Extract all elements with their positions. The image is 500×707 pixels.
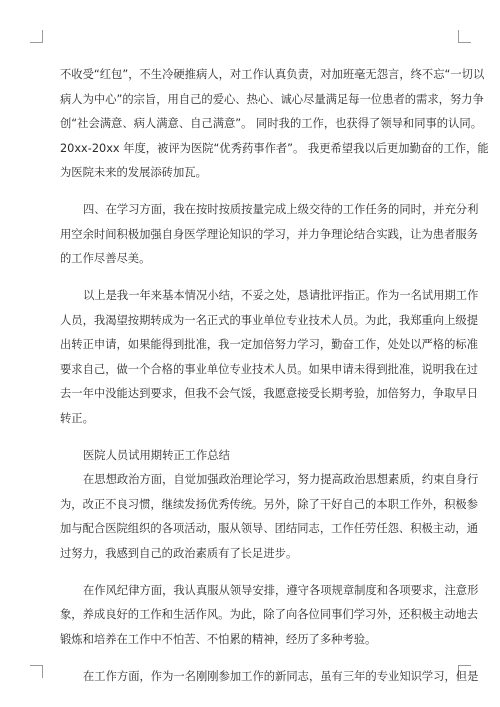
text-line: 要求自己，做一个合格的事业单位专业技术人员。如果申请未得到批准，说明我在过 [60, 362, 478, 376]
text-line: 人员，我渴望按期转成为一名正式的事业单位专业技术人员。为此，我郑重向上级提 [60, 313, 478, 327]
crop-mark-bottom-left [30, 665, 43, 678]
text-line: 加与配合医院组织的各项活动，服从领导、团结同志，工作任劳任怨、积极主动，通 [60, 522, 478, 535]
text-line: 锻炼和培养在工作中不怕苦、不怕累的精神，经历了多种考验。 [60, 632, 377, 646]
text-line: 象，养成良好的工作和生活作风。为此，除了向各位同事们学习外，还积极主动地去 [60, 608, 478, 621]
text-line: 在思想政治方面，自觉加强政治理论学习，努力提高政治思想素质，约束自身行 [83, 473, 479, 486]
text-line: 为，改正不良习惯，继续发扬优秀传统。另外，除了干好自己的本职工作外，积极参 [60, 497, 478, 511]
text-line: 病人为中心”的宗旨，用自己的爱心、热心、诚心尽量满足每一位患者的需求，努力争 [60, 92, 484, 106]
text-line: 用空余时间积极加强自身医学理论知识的学习，并力争理论结合实践，让为患者服务 [60, 227, 478, 241]
text-line: 转正。 [60, 411, 94, 425]
crop-mark-top-left [30, 30, 43, 43]
text-line: 不收受“红包”，不生冷硬推病人，对工作认真负责，对加班毫无怨言，终不忘“一切以 [60, 68, 485, 81]
text-line: 20xx-20xx 年度，被评为医院“优秀药事作者”。 我更希望我以后更加勤奋的工作，能 [60, 141, 489, 155]
text-line: 以上是我一年来基本情况小结，不妥之处，恳请批评指正。作为一名试用期工作 [83, 289, 479, 302]
text-line: 四、在学习方面，我在按时按质按量完成上级交待的工作任务的同时，并充分利 [83, 203, 479, 216]
text-line: 的工作尽善尽美。 [60, 252, 151, 265]
text-line: 为医院未来的发展添砖加瓦。 [60, 166, 207, 179]
text-line: 在工作方面，作为一名刚刚参加工作的新同志，虽有三年的专业知识学习，但是 [83, 669, 479, 683]
text-line: 出转正申请，如果能得到批准，我一定加倍努力学习，勤奋工作，处处以严格的标准 [60, 338, 478, 351]
document-body [60, 63, 489, 689]
text-line: 去一年中没能达到要求，但我不会气馁，我愿意接受长期考验，加倍努力，争取早日 [60, 387, 478, 400]
crop-mark-top-right [458, 30, 471, 43]
text-line: 在作风纪律方面，我认真服从领导安排，遵守各项规章制度和各项要求，注意形 [83, 583, 479, 597]
text-line: 创“社会满意、病人满意、自己满意”。 同时我的工作，也获得了领导和同事的认同。 [60, 117, 482, 130]
text-line: 医院人员试用期转正工作总结 [83, 448, 230, 462]
text-line: 过努力，我感到自己的政治素质有了长足进步。 [60, 546, 298, 560]
